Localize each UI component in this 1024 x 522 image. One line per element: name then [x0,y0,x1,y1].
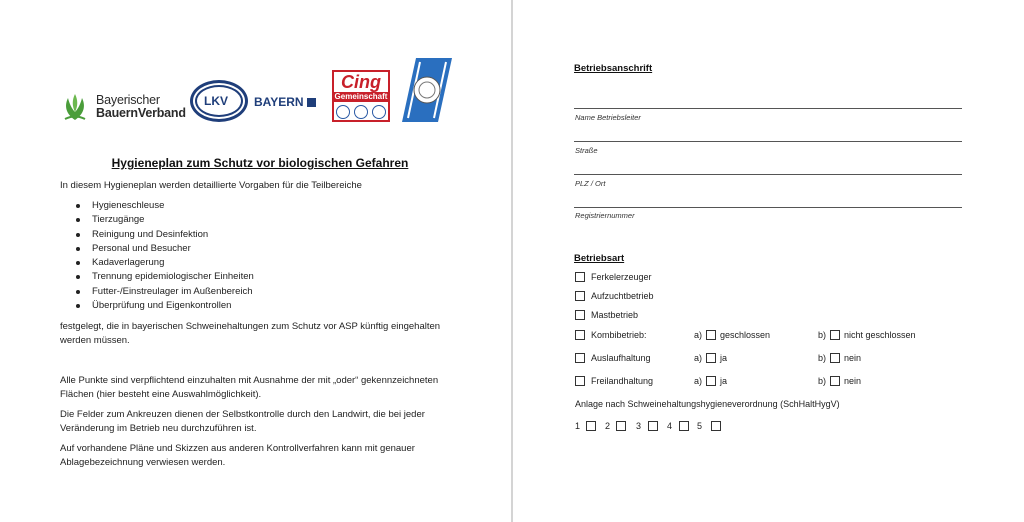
address-heading: Betriebsanschrift [574,63,653,74]
label-geschlossen: geschlossen [720,330,771,340]
label-aufzucht: Aufzuchtbetrieb [591,291,654,301]
label-kombi: Kombibetrieb: [591,330,647,340]
option-a-label: a) [694,376,703,386]
checkbox-freiland-nein[interactable] [830,376,840,386]
lkv-ring-logo-icon [190,80,252,124]
checkbox-annex-5[interactable] [711,421,721,431]
field-line-registration[interactable] [574,207,962,208]
cing-word: Cing [341,72,381,92]
paragraph-mandatory: Alle Punkte sind verpflichtend einzuhalten mit Ausnahme der mit „oder“ gekennzeichneten Flächen (hier besteht eine Auswahlmöglichkeit). [60,375,439,400]
page-title: Hygieneplan zum Schutz vor biologischen Gefahren [111,156,409,170]
cing-logo-icon [332,70,390,122]
label-nein: nein [844,376,862,386]
logo-strip [60,58,460,124]
checkbox-freiland-ja[interactable] [706,376,716,386]
field-label-city: PLZ / Ort [575,179,606,188]
option-a-label: a) [694,330,703,340]
label-ferkel: Ferkelerzeuger [591,272,652,282]
option-b-label: b) [818,376,827,386]
list-item: Hygieneschleuse [76,199,254,213]
bullet-list [76,199,254,313]
option-a-label: a) [694,353,703,363]
checkbox-kombi[interactable] [575,330,585,340]
lkv-logo [190,80,316,124]
field-label-manager: Name Betriebsleiter [575,113,641,122]
checkbox-auslauf-ja[interactable] [706,353,716,363]
tgd-logo-icon [402,58,452,122]
page-divider [511,0,513,522]
annex-number-2: 2 [605,421,611,431]
field-line-manager[interactable] [574,108,962,109]
label-auslauf: Auslaufhaltung [591,353,651,363]
checkbox-kombi-geschlossen[interactable] [706,330,716,340]
label-nein: nein [844,353,862,363]
list-item: Personal und Besucher [76,242,254,256]
list-item: Reinigung und Desinfektion [76,228,254,242]
option-b-label: b) [818,330,827,340]
checkbox-annex-3[interactable] [648,421,658,431]
checkbox-auslauf[interactable] [575,353,585,363]
field-line-street[interactable] [574,141,962,142]
checkbox-auslauf-nein[interactable] [830,353,840,363]
label-mast: Mastbetrieb [591,310,639,320]
annex-number-4: 4 [667,421,673,431]
paragraph-checkboxes: Die Felder zum Ankreuzen dienen der Selbstkontrolle durch den Landwirt, die bei jeder Veränderung im Betrieb neu durchzuführen ist. [60,409,425,434]
square-icon [307,98,316,107]
list-item: Tierzugänge [76,213,254,227]
label-ja: ja [720,376,728,386]
annex-number-5: 5 [697,421,703,431]
option-b-label: b) [818,353,827,363]
label-ja: ja [720,353,728,363]
field-label-registration: Registriernummer [575,211,635,220]
checkbox-annex-4[interactable] [679,421,689,431]
paragraph-references: Auf vorhandene Pläne und Skizzen aus anderen Kontrollverfahren kann mit genauer Ablagebezeichnung verwiesen werden. [60,443,415,468]
checkbox-annex-2[interactable] [616,421,626,431]
lkv-region-text: BAYERN [254,95,304,109]
label-freiland: Freilandhaltung [591,376,654,386]
leaf-logo-icon [60,92,90,122]
label-nicht-geschlossen: nicht geschlossen [844,330,916,340]
type-heading: Betriebsart [574,253,625,264]
intro-text: In diesem Hygieneplan werden detaillierte Vorgaben für die Teilbereiche [60,180,362,191]
checkbox-freiland[interactable] [575,376,585,386]
list-item: Kadaverlagerung [76,256,254,270]
list-item: Futter-/Einstreulager im Außenbereich [76,285,254,299]
annex-label: Anlage nach Schweinehaltungshygieneverordnung (SchHaltHygV) [575,399,840,409]
bbv-logo [60,92,186,122]
cing-seals [334,102,388,119]
checkbox-aufzucht[interactable] [575,291,585,301]
paragraph-scope: festgelegt, die in bayerischen Schweinehaltungen zum Schutz vor ASP künftig eingehalten werden müssen. [60,321,441,346]
checkbox-mast[interactable] [575,310,585,320]
cing-band: Gemeinschaft [334,92,388,101]
bbv-line2: BauernVerband [96,106,186,120]
lkv-region [254,95,316,109]
bbv-name [96,94,186,120]
annex-number-1: 1 [575,421,581,431]
lkv-text: LKV [204,94,228,108]
field-label-street: Straße [575,146,598,155]
field-line-city[interactable] [574,174,962,175]
checkbox-ferkel[interactable] [575,272,585,282]
bbv-line1: Bayerischer [96,93,160,107]
list-item: Trennung epidemiologischer Einheiten [76,270,254,284]
annex-number-3: 3 [636,421,642,431]
list-item: Überprüfung und Eigenkontrollen [76,299,254,313]
checkbox-kombi-nicht-geschlossen[interactable] [830,330,840,340]
checkbox-annex-1[interactable] [586,421,596,431]
